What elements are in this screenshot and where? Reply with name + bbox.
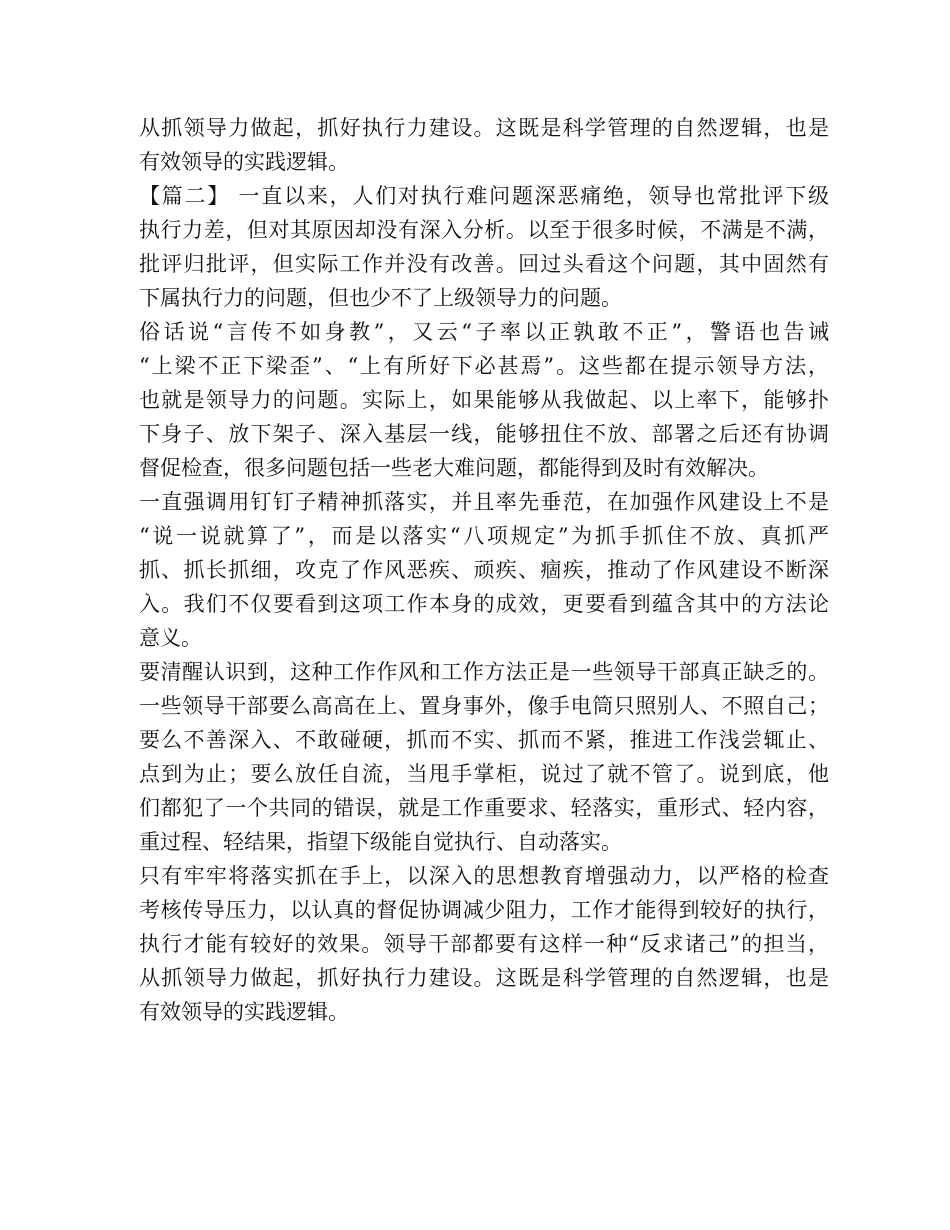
text-line: 也就是领导力的问题。实际上，如果能够从我做起、以上率下，能够扑 [139,388,829,412]
text-line: 要清醒认识到，这种工作作风和工作方法正是一些领导干部真正缺乏的。 [139,660,829,684]
text-line: “上梁不正下梁歪”、“上有所好下必甚焉”。这些都在提示领导方法， [139,354,829,378]
text-line: 们都犯了一个共同的错误，就是工作重要求、轻落实，重形式、轻内容， [139,796,829,820]
text-line: 重过程、轻结果，指望下级能自觉执行、自动落实。 [139,830,622,854]
text-line: 意义。 [139,626,202,650]
paragraph-3 [139,315,829,485]
text-line: 一直强调用钉钉子精神抓落实，并且率先垂范，在加强作风建设上不是 [139,490,829,514]
paragraph-5 [139,655,829,859]
text-line: 俗话说“言传不如身教”，又云“子率以正孰敢不正”，警语也告诫 [139,320,829,344]
text-line: 考核传导压力，以认真的督促协调减少阻力，工作才能得到较好的执行， [139,898,829,922]
text-line: 从抓领导力做起，抓好执行力建设。这既是科学管理的自然逻辑，也是 [139,116,829,140]
text-line: 入。我们不仅要看到这项工作本身的成效，更要看到蕴含其中的方法论 [139,592,829,616]
text-line: 从抓领导力做起，抓好执行力建设。这既是科学管理的自然逻辑，也是 [139,966,829,990]
text-line: 只有牢牢将落实抓在手上，以深入的思想教育增强动力，以严格的检查 [139,864,829,888]
text-line: 下身子、放下架子、深入基层一线，能够扭住不放、部署之后还有协调 [139,422,829,446]
text-line: 有效领导的实践逻辑。 [139,1000,349,1024]
text-line: 执行才能有较好的效果。领导干部都要有这样一种“反求诸己”的担当， [139,932,829,956]
text-line: 有效领导的实践逻辑。 [139,150,349,174]
text-line: 【篇二】 一直以来，人们对执行难问题深恶痛绝，领导也常批评下级 [139,184,829,208]
text-line: 批评归批评，但实际工作并没有改善。回过头看这个问题，其中固然有 [139,252,829,276]
paragraph-1 [139,111,829,179]
text-line: 督促检查，很多问题包括一些老大难问题，都能得到及时有效解决。 [139,456,769,480]
paragraph-4 [139,485,829,655]
text-line: 下属执行力的问题，但也少不了上级领导力的问题。 [139,286,622,310]
text-line: 点到为止；要么放任自流，当甩手掌柜，说过了就不管了。说到底，他 [139,762,829,786]
paragraph-2 [139,179,829,315]
text-line: 抓、抓长抓细，攻克了作风恶疾、顽疾、痼疾，推动了作风建设不断深 [139,558,829,582]
document-page [139,111,829,1029]
paragraph-6 [139,859,829,1029]
text-line: 一些领导干部要么高高在上、置身事外，像手电筒只照别人、不照自己； [139,694,829,718]
text-line: “说一说就算了”，而是以落实“八项规定”为抓手抓住不放、真抓严 [139,524,829,548]
text-line: 要么不善深入、不敢碰硬，抓而不实、抓而不紧，推进工作浅尝辄止、 [139,728,829,752]
text-line: 执行力差，但对其原因却没有深入分析。以至于很多时候，不满是不满， [139,218,829,242]
